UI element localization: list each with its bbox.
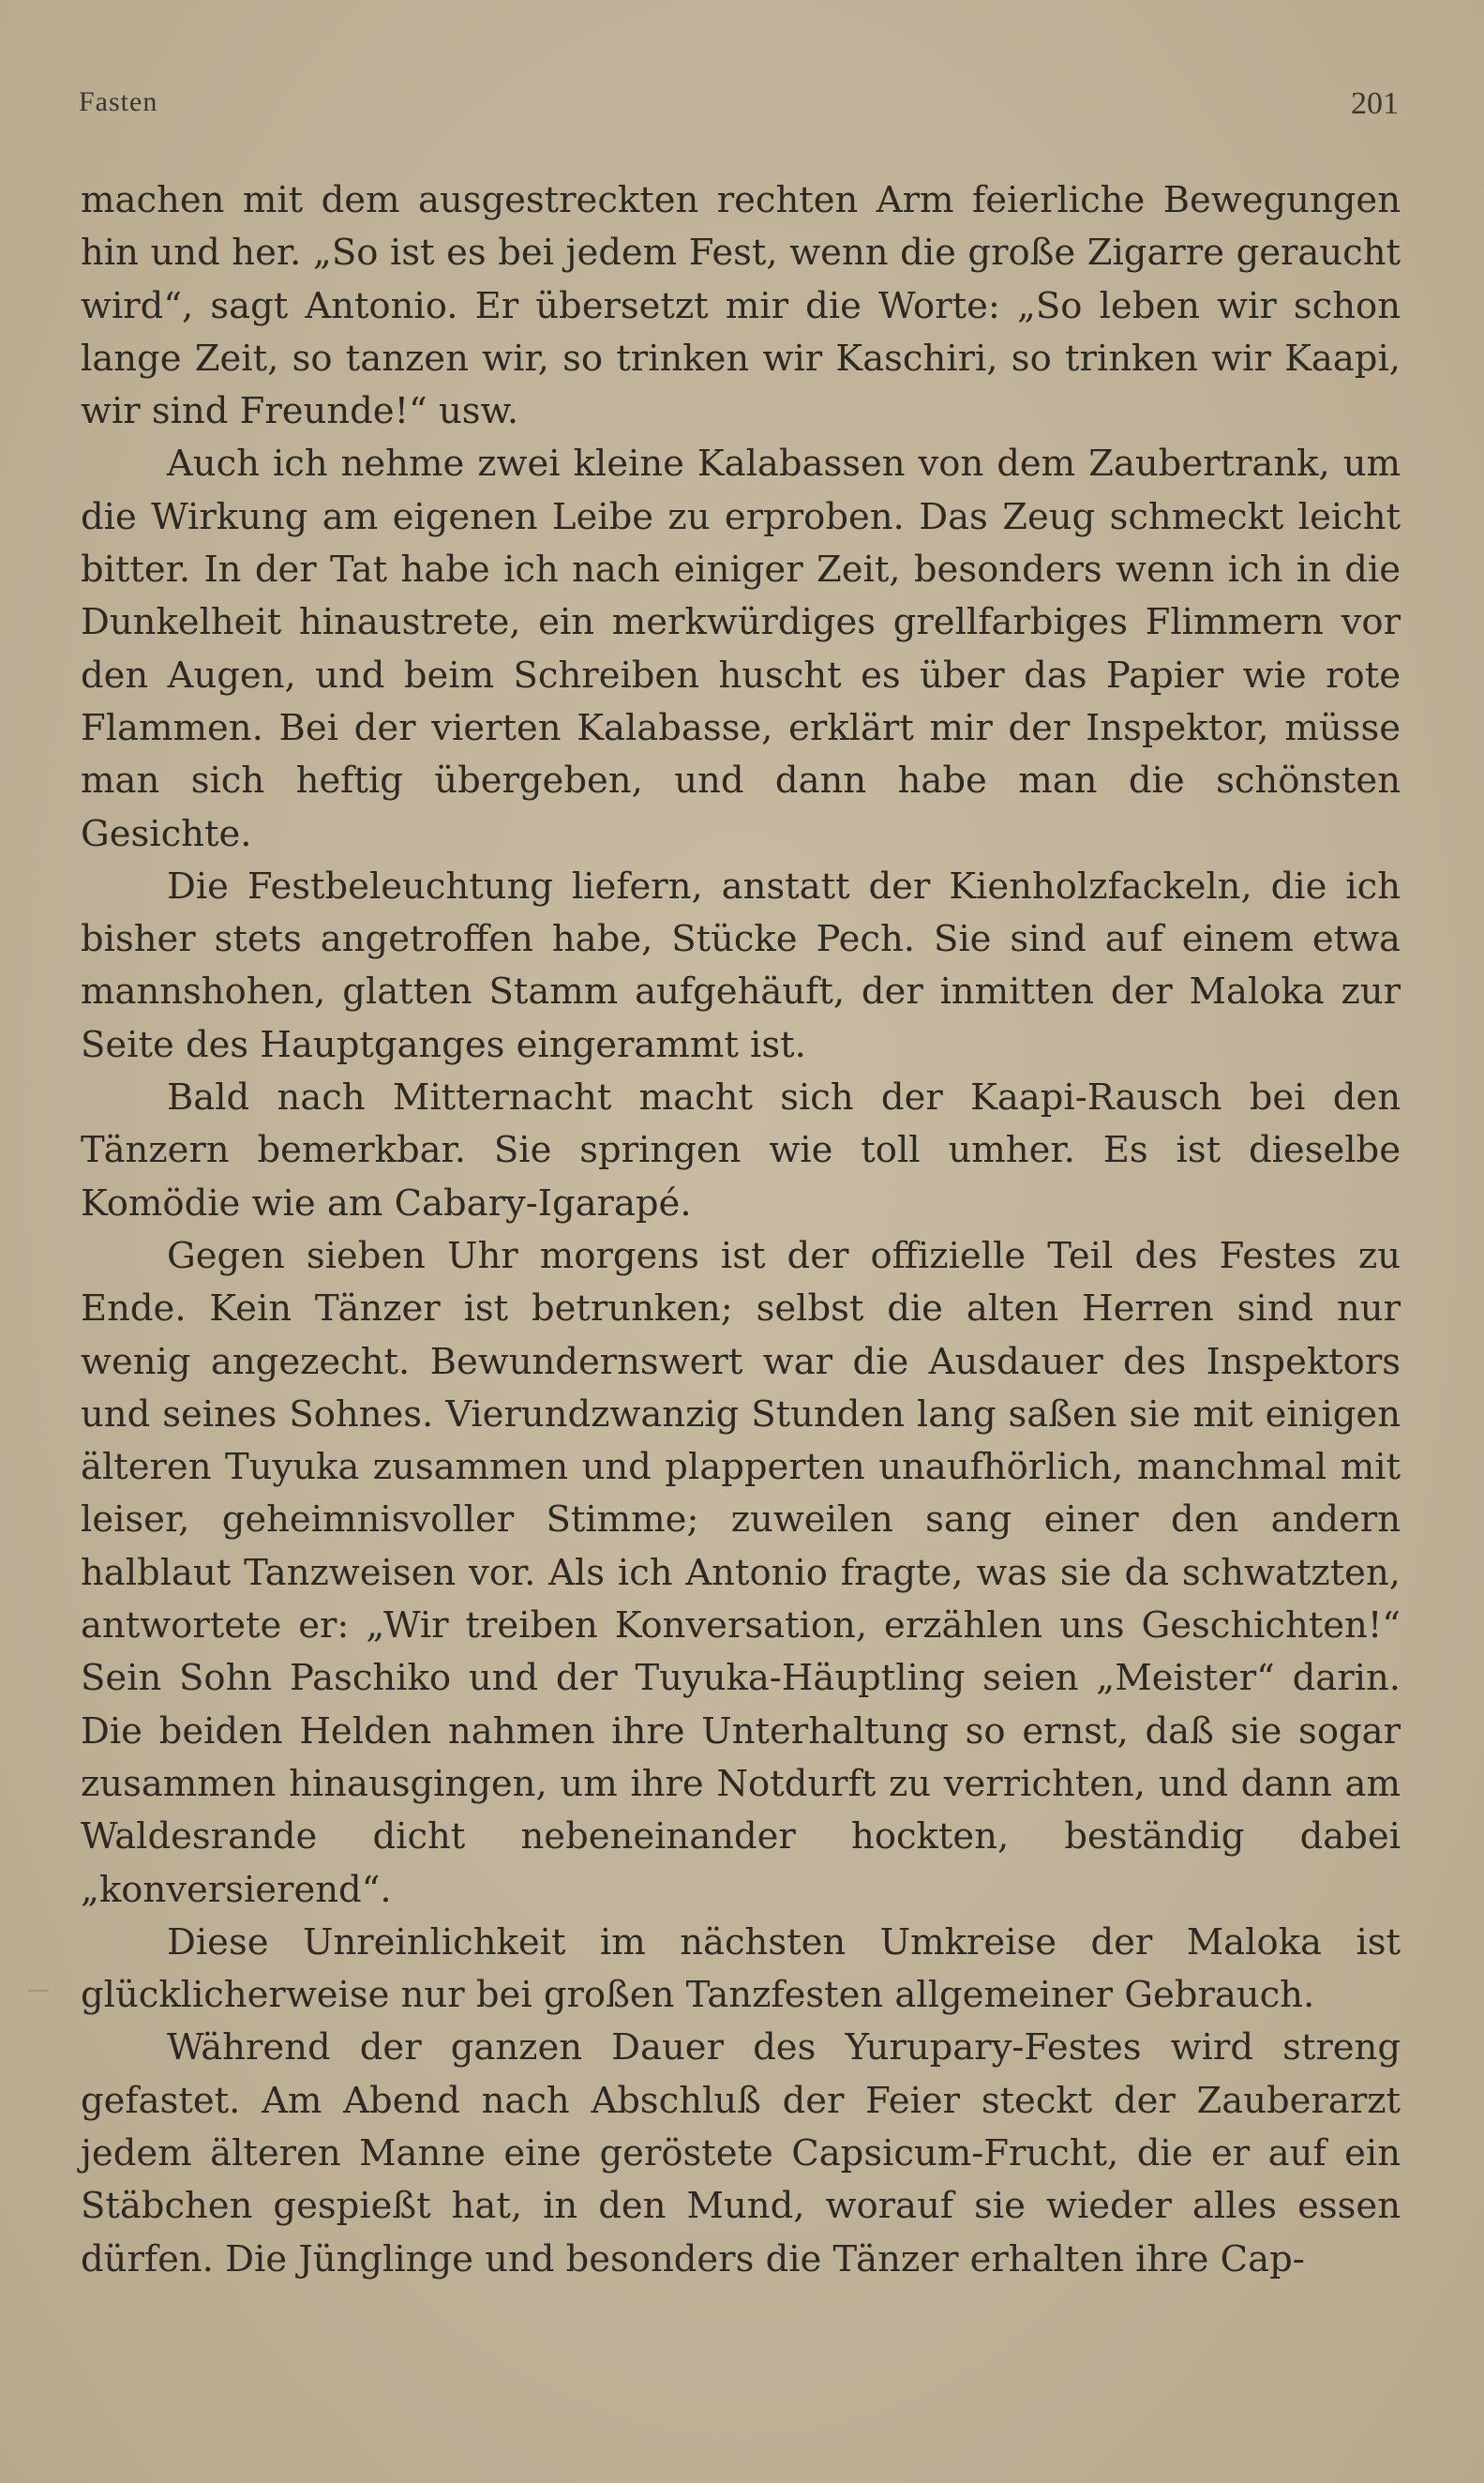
paragraph-2: Auch ich nehme zwei kleine Kalabassen von dem Zaubertrank, um die Wirkung am eigenen Leibe zu erproben. Das Zeug schmeckt leicht bitter. In der Tat habe ich nach einiger Zeit, besonders wenn ich in die Dunkelheit hinaustrete, ein merkwürdiges grellfarbiges Flimmern vor den Augen, und beim Schreiben huscht es über das Papier wie rote Flammen. Bei der vierten Kalabasse, erklärt mir der Inspektor, müsse man sich heftig übergeben, und dann habe man die schönsten Gesichte.	[81, 443, 1401, 855]
page-number: 201	[1351, 86, 1399, 121]
running-header	[79, 86, 1399, 128]
margin-mark	[28, 1990, 49, 1992]
paragraph-5: Gegen sieben Uhr morgens ist der offizielle Teil des Festes zu Ende. Kein Tänzer ist betrunken; selbst die alten Herren sind nur wenig angezecht. Bewundernswert war die Ausdauer des Inspektors und seines Sohnes. Vierundzwanzig Stunden lang saßen sie mit einigen älteren Tuyuka zusammen und plapperten unaufhörlich, manchmal mit leiser, geheimnisvoller Stimme; zuweilen sang einer den andern halblaut Tanzweisen vor. Als ich Antonio fragte, was sie da schwatzten, antwortete er: „Wir treiben Konversation, erzählen uns Geschichten!“ Sein Sohn Paschiko und der Tuyuka-Häuptling seien „Meister“ darin. Die beiden Helden nahmen ihre Unterhaltung so ernst, daß sie sogar zusammen hinausgingen, um ihre Notdurft zu verrichten, und dann am Waldesrande dicht nebeneinander hockten, beständig dabei „konversierend“.	[81, 1234, 1401, 1911]
paragraph-7: Während der ganzen Dauer des Yurupary-Festes wird streng gefastet. Am Abend nach Abschluß der Feier steckt der Zauberarzt jedem älteren Manne eine geröstete Capsicum-Frucht, die er auf ein Stäbchen gespießt hat, in den Mund, worauf sie wieder alles essen dürfen. Die Jünglinge und besonders die Tänzer erhalten ihre Cap-	[81, 2026, 1401, 2280]
paragraph-1: machen mit dem ausgestreckten rechten Arm feierliche Bewegungen hin und her. „So ist es bei jedem Fest, wenn die große Zigarre geraucht wird“, sagt Antonio. Er übersetzt mir die Worte: „So leben wir schon lange Zeit, so tanzen wir, so trinken wir Kaschiri, so trinken wir Kaapi, wir sind Freunde!“ usw.	[81, 179, 1401, 433]
body-text	[81, 174, 1401, 2286]
paragraph-6: Diese Unreinlichkeit im nächsten Umkreise der Maloka ist glücklicherweise nur bei großen Tanzfesten allgemeiner Gebrauch.	[81, 1920, 1401, 2017]
running-title: Fasten	[79, 86, 158, 117]
paragraph-4: Bald nach Mitternacht macht sich der Kaapi-Rausch bei den Tänzern bemerkbar. Sie springen wie toll umher. Es ist dieselbe Komödie wie am Cabary-Igarapé.	[81, 1076, 1401, 1225]
paragraph-3: Die Festbeleuchtung liefern, anstatt der Kienholzfackeln, die ich bisher stets angetroffen habe, Stücke Pech. Sie sind auf einem etwa mannshohen, glatten Stamm aufgehäuft, der inmitten der Maloka zur Seite des Hauptganges eingerammt ist.	[81, 865, 1401, 1066]
